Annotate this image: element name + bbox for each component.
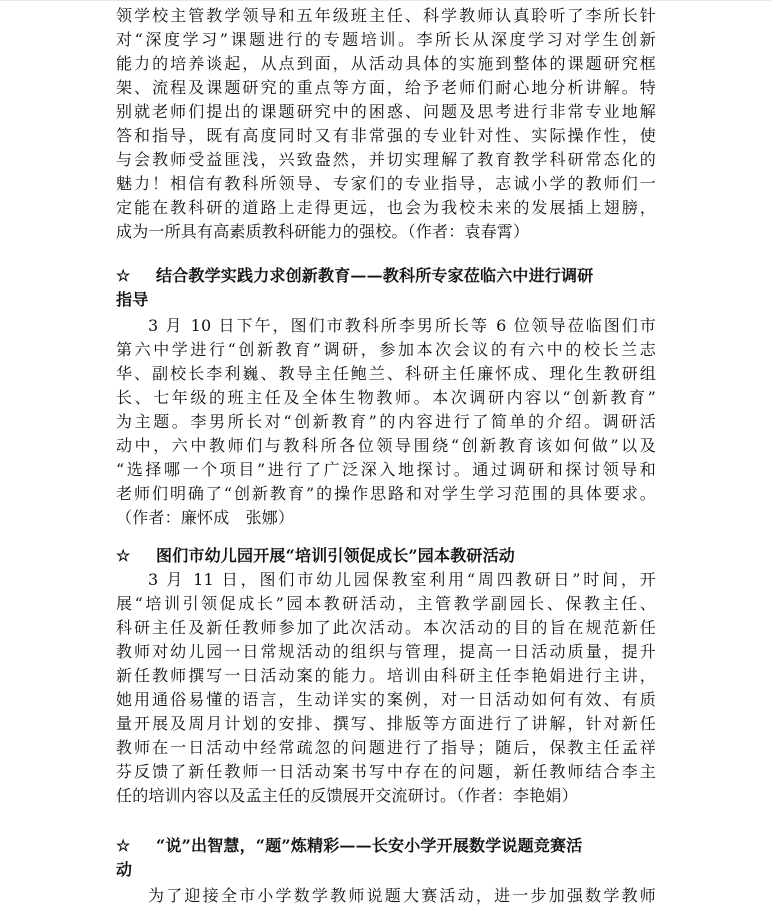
article1-line: 别就老师们提出的课题研究中的困惑、问题及思考进行非常专业地解 <box>116 102 656 121</box>
article2-line: 为主题。李男所长对“创新教育”的内容进行了简单的介绍。调研活 <box>116 412 656 431</box>
article2-title <box>116 266 664 288</box>
article3-title <box>116 546 664 568</box>
article2-line: “选择哪一个项目”进行了广泛深入地探讨。通过调研和探讨领导和 <box>116 460 656 479</box>
article4-title-continued: 动 <box>116 860 133 879</box>
article3-line: 新任教师撰写一日活动案的能力。培训由科研主任李艳娟进行主讲， <box>116 666 656 685</box>
article1-line: 魅力！相信有教科所领导、专家们的专业指导，志诚小学的教师们一 <box>116 174 656 193</box>
article2-line: 动中，六中教师们与教科所各位领导围绕“创新教育该如何做”以及 <box>116 436 656 455</box>
article2-line: 老师们明确了“创新教育”的操作思路和对学生学习范围的具体要求。 <box>116 484 656 503</box>
article3-line: 芬反馈了新任教师一日活动案书写中存在的问题，新任教师结合李主 <box>116 762 656 781</box>
article2-line: 长、七年级的班主任及全体生物教师。本次调研内容以“创新教育” <box>116 388 656 407</box>
article4-title-text: “说”出智慧，“题”炼精彩——长安小学开展数学说题竞赛活 <box>156 836 583 855</box>
article1-line: 答和指导，既有高度同时又有非常强的专业针对性、实际操作性，使 <box>116 126 656 145</box>
article2-line: 3 月 10 日下午，图们市教科所李男所长等 6 位领导莅临图们市 <box>148 316 656 335</box>
article3-line: 3 月 11 日，图们市幼儿园保教室利用“周四教研日”时间，开 <box>148 570 656 589</box>
article1-line: 架、流程及课题研究的重点等方面，给予老师们耐心地分析讲解。特 <box>116 78 656 97</box>
article2-author: （作者：廉怀成 张娜） <box>116 508 295 527</box>
article3-line: 她用通俗易懂的语言，生动详实的案例，对一日活动如何有效、有质 <box>116 690 656 709</box>
article4-line: 为了迎接全市小学数学教师说题大赛活动，进一步加强数学教师 <box>148 886 656 905</box>
article3-line: 教师在一日活动中经常疏忽的问题进行了指导；随后，保教主任孟祥 <box>116 738 656 757</box>
article4-title <box>116 836 664 858</box>
article1-line: 成为一所具有高素质教科研能力的强校。（作者：袁春霄） <box>116 222 530 241</box>
article3-line: 任的培训内容以及孟主任的反馈展开交流研讨。（作者：李艳娟） <box>116 786 578 805</box>
article1-line: 能力的培养谈起，从点到面，从活动具体的实施到整体的课题研究框 <box>116 54 656 73</box>
page-top-edge <box>0 0 771 1</box>
article2-line: 华、副校长李利巍、教导主任鲍兰、科研主任廉怀成、理化生教研组 <box>116 364 656 383</box>
article3-title-text: 图们市幼儿园开展“培训引领促成长”园本教研活动 <box>156 546 516 565</box>
article2-line: 第六中学进行“创新教育”调研，参加本次会议的有六中的校长兰志 <box>116 340 656 359</box>
star-icon: ☆ <box>116 546 131 565</box>
article1-line: 定能在教科研的道路上走得更远，也会为我校未来的发展插上翅膀， <box>116 198 656 217</box>
article3-line: 量开展及周月计划的安排、撰写、排版等方面进行了讲解，针对新任 <box>116 714 656 733</box>
article1-line: 与会教师受益匪浅，兴致盎然，并切实理解了教育教学科研常态化的 <box>116 150 656 169</box>
article3-line: 科研主任及新任教师参加了此次活动。本次活动的目的旨在规范新任 <box>116 618 656 637</box>
star-icon: ☆ <box>116 266 131 285</box>
star-icon: ☆ <box>116 836 131 855</box>
article1-line: 领学校主管教学领导和五年级班主任、科学教师认真聆听了李所长针 <box>116 6 656 25</box>
article3-line: 展“培训引领促成长”园本教研活动，主管教学副园长、保教主任、 <box>116 594 656 613</box>
article2-title-text: 结合教学实践力求创新教育——教科所专家莅临六中进行调研 <box>156 266 594 285</box>
article2-title-continued: 指导 <box>116 290 149 309</box>
article3-line: 教师对幼儿园一日常规活动的组织与管理，提高一日活动质量，提升 <box>116 642 656 661</box>
article1-line: 对“深度学习”课题进行的专题培训。李所长从深度学习对学生创新 <box>116 30 656 49</box>
